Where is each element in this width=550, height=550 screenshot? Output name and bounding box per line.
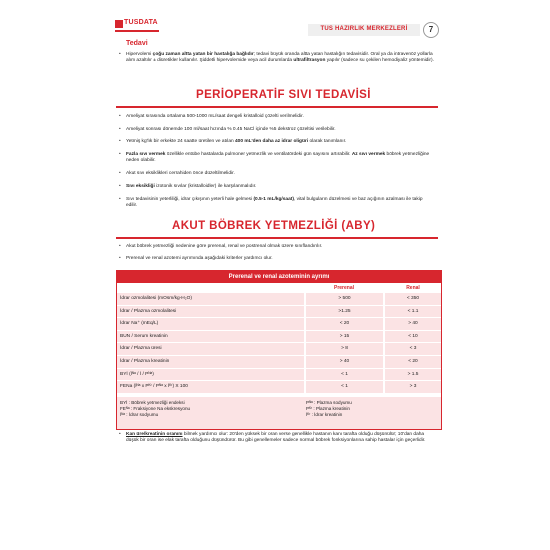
table-row: İdrar / Plazma ozmolalitesi >1.25 < 1.1	[117, 305, 441, 318]
periop-item: • Ameliyat sonrası dönemde 100 ml/saat hızında % 0.45 NaCl içinde %5 dekstroz çözeltisi verilebilir.	[126, 127, 434, 133]
periop-item: • Sıvı tedavisinin yeterliliği, idrar çıkışının yeterli hale gelmesi (0.5-1 mL/kg/saat), vital bulguların düzelmesi ve baz açığının azalması ile takip edilir.	[126, 197, 434, 209]
footnote-right: Pᴺᵃ : Plazma sodyumu Pᴷʳ : Plazma kreatinin İᴷʳ : İdrar kreatinin	[306, 399, 352, 418]
logo-mark-icon	[115, 20, 123, 28]
final-paragraph: • Kan üre/kreatinin oranını bilmek yardımcı olur: 20'den yüksek bir oran verse genellikle hastanın kanı tarafta olduğu düşünülür; 10'dan daha düşük bir oran ise elak tarafta olduğunu düşündürür. Bu gibi genellemeler sadece normal böbrek fonksiyonlarına sahip hastalar için geçerlidir.	[126, 432, 434, 444]
page-number: 7	[423, 22, 439, 38]
col-prerenal: Prerenal	[333, 285, 354, 291]
aby-item: • Prerenal ve renal azotemi ayrımında aşağıdaki kriterler yardımcı olur.	[126, 256, 434, 262]
header-bar	[308, 24, 420, 36]
tedavi-heading: Tedavi	[126, 40, 148, 47]
table-header	[117, 283, 441, 292]
table-title: Prerenal ve renal azoteminin ayrımı	[117, 271, 441, 283]
section-divider	[116, 106, 438, 108]
document-page	[112, 18, 442, 538]
logo-text: TUSDATA	[124, 19, 158, 26]
table-row: İdrar ozmolalitesi (mOsm/kg-H₂O) > 500 < 350	[117, 292, 441, 305]
periop-item: • Fazla sıvı vermek özellikle entübe hastalarda pulmoner yetmezlik ve ventilatördeki gün sayısını artırabilir. Az sıvı vermek böbrek yetmezliğine neden olabilir.	[126, 152, 434, 164]
table-row: İdrar / Plazma kreatinin > 40 < 20	[117, 355, 441, 368]
table-footnotes	[117, 397, 441, 429]
table-row: BYİ (İᴺᵃ / İ / Pᴺᵃ) < 1 > 1.5	[117, 368, 441, 381]
aby-title: AKUT BÖBREK YETMEZLİĞİ (ABY)	[172, 220, 376, 232]
table-row: BUN / Serum kreatinin > 15 < 10	[117, 330, 441, 343]
periop-item: • Akut sıvı eksiklikleri cerrahiden önce düzeltilmelidir.	[126, 171, 434, 177]
periop-item: • Yetmiş kg'lık bir erkekte 24 saatte üretilen ve atılan 400 mL'den daha az idrar oligüri olarak tanımlanır.	[126, 139, 434, 145]
periop-item: • Sıvı eksikliği izotonik sıvılar (kristalloidler) ile karşılanmalıdır.	[126, 184, 434, 190]
perioperatif-title: PERİOPERATİF SIVI TEDAVİSİ	[196, 89, 371, 101]
aby-item: • Akut böbrek yetmezliği nedenine göre prerenal, renal ve postrenal olmak üzere sınıflandırılır.	[126, 244, 434, 250]
table-row: İdrar Na⁺ (mEq/L) < 20 > 40	[117, 317, 441, 330]
tusdata-logo	[115, 20, 159, 34]
table-row: İdrar / Plazma üresi > 8 < 3	[117, 342, 441, 355]
col-renal: Renal	[406, 285, 420, 291]
footnote-left: BYİ : Böbrek yetmezliği endeksi FEᴺᵃ : Fraksiyone Na ekskresyonu İᴺᵃ : İdrar sodyumu	[120, 399, 191, 418]
section-divider	[116, 237, 438, 239]
azotemi-table	[116, 270, 442, 430]
header-title: TUS HAZIRLIK MERKEZLERİ	[320, 26, 408, 32]
logo-underline	[115, 30, 159, 32]
periop-item: • Ameliyat sırasında ortalama 500-1000 mL/saat dengeli kristalloid çözelti verilmelidir.	[126, 114, 434, 120]
table-row: FENa (İᴺᵃ x Pᴷʳ / Pᴺᵃ x İᴷʳ) X 100 < 1 > 3	[117, 380, 441, 393]
tedavi-paragraph: • Hipervolemi çoğu zaman altta yatan bir hastalığa bağlıdır; tedavi büyük oranda altta yatan hastalığın tedavisidir. Oral ya da intravenöz yollarla alım azaltılır ± diüretikler kullanılır. Şiddetli hipervolemide veya acil durumlarda ultrafiltrasyon yapılır (sadece su çekilen hemodiyaliz yöntemidir).	[126, 52, 434, 64]
